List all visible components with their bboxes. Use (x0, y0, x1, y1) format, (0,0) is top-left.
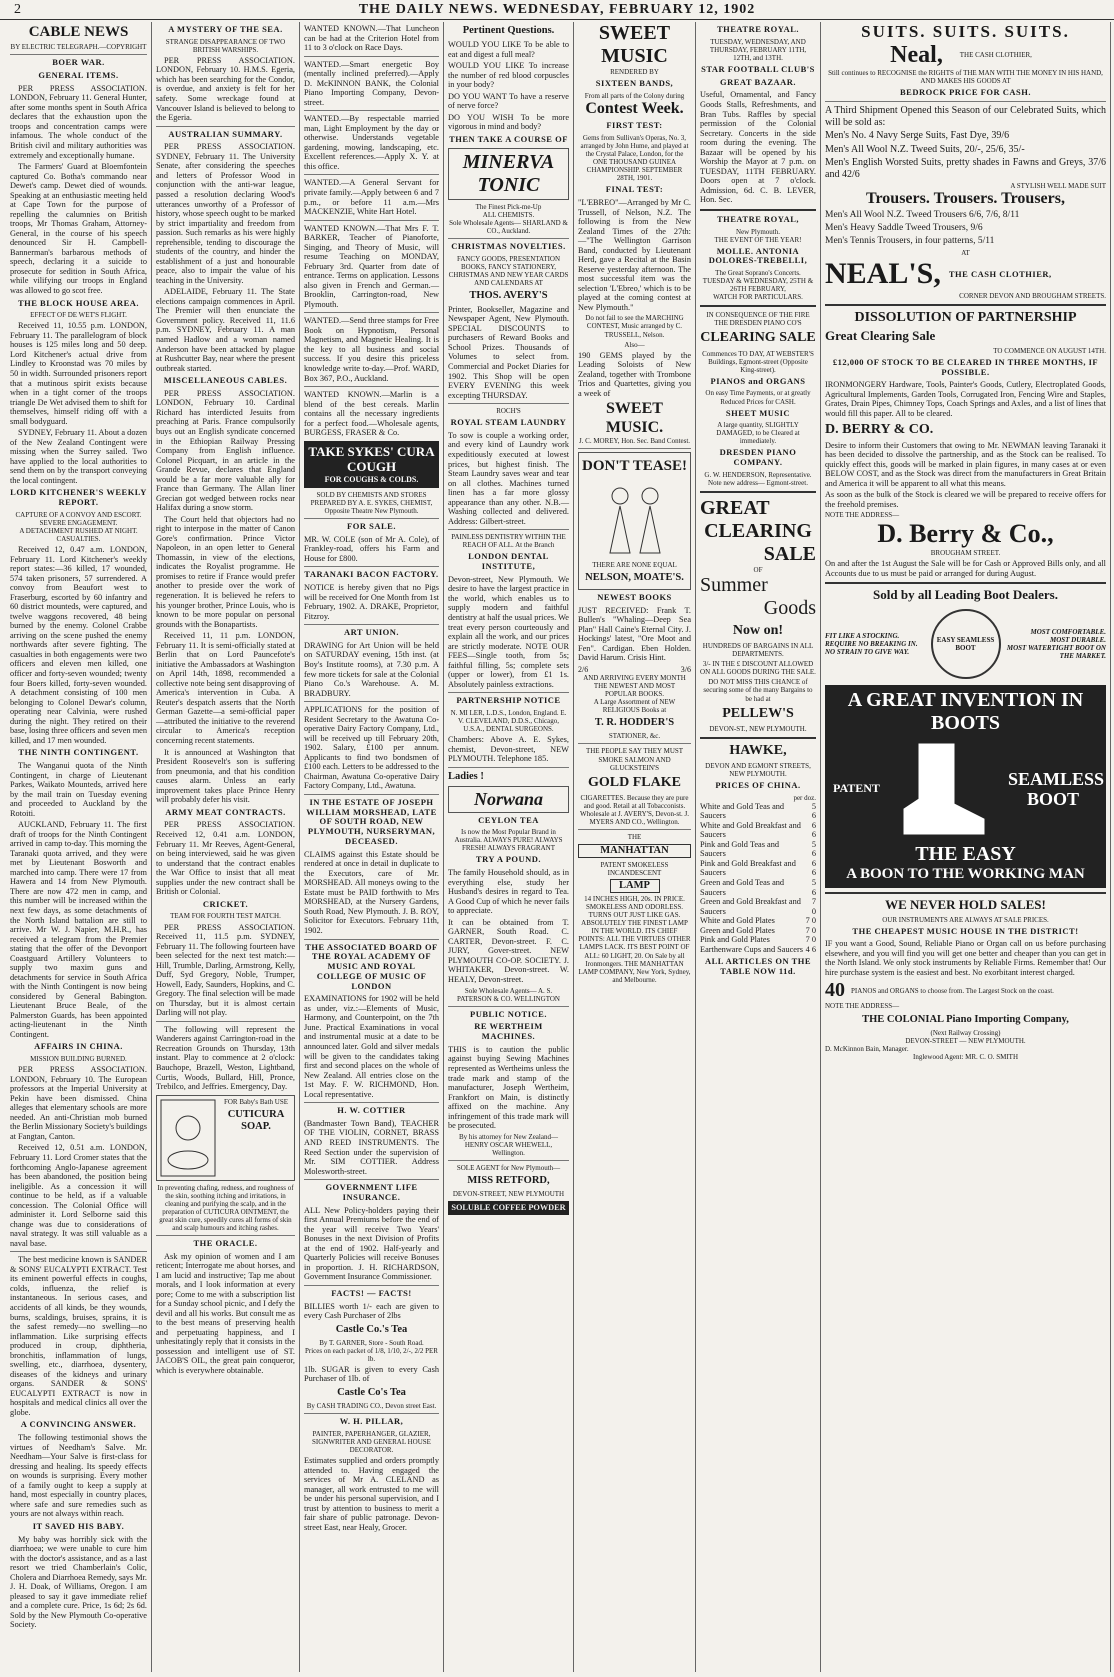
paterson: Sole Wholesale Agents— A. S. PATERSON & CO. WELLINGTON (457, 986, 560, 1003)
china-prices: PRICES OF CHINA. (715, 779, 801, 790)
classified-ad: Estimates supplied and orders promptly attended to. Having engaged the services of Mr A. CLELAND as manager, all work entrusted to me will be under his personal supervision, and I trust by attention to business to merit a fair share of public patronage. Devon-street East, near Healy, Grocer. (304, 1456, 439, 1532)
fire: IN CONSEQUENCE OF THE FIRE THE DRESDEN PIANO CO'S (706, 311, 810, 328)
mckinnon: D. McKinnon Bain, Manager. (825, 1044, 909, 1053)
colonial: THE COLONIAL Piano Importing Company, (862, 1013, 1069, 1025)
classified-ad: WANTED.—Send three stamps for Free Book on Hypnotism, Personal Magnetism, and Magnetic Healing. It is the key to all business and social success. If you desire this priceless knowledge write to-day.—Prof. WARD, Box 367, P.O., Auckland. (304, 316, 439, 383)
classified-ad: WANTED.—Smart energetic Boy (mentally inclined preferred).—Apply D. McKINNON BANK, the Colonial Piano Importing Company, Devon-street. (304, 59, 439, 107)
note-address: NOTE THE ADDRESS— (825, 511, 900, 520)
advertisement-text: The best medicine known is SANDER & SONS' EUCALYPTI EXTRACT. Test its eminent powerful effects in coughs, colds, influenza, the relief is instantaneous. In serious cases, and accidents of all kinds, be they wounds, burns, scaldings, bruises, sprains, it is the safest remedy—no swelling—no inflammation. Like surprising effects produced in croup, diphtheria, bronchitis, inflammation of lungs, swelling, etc., diarrhoea, dysentery, diseases of the kidneys and urinary organs. SANDER & SONS' EUCALYPTI EXTRACT is now in hospitals and medical clinics all over the globe. (10, 1255, 147, 1417)
castle-tea-title: Castle Co.'s Tea (335, 1323, 408, 1335)
stationer: STATIONER, &c. (608, 732, 661, 741)
subheading: GENERAL ITEMS. (38, 70, 119, 81)
sweet-music-title: SWEET MUSIC. (605, 400, 664, 436)
article-text: ADELAIDE, February 11. The State elections campaign commences in April. The Premier will then enunciate the Government policy. Received 11, 11.6 p.m. SYDNEY, February 11. A man named Hadlow and a woman named Anderson have been attacked by plague at Rushcutter Bay, near where the present outbreak started. (156, 287, 295, 373)
pellew-address: DEVON-ST., NEW PLYMOUTH. (709, 724, 807, 733)
article-text: It is announced at Washington that President Roosevelt's son is suffering from pneumonia, and that his condition causes alarm. Unless an early improvement takes place Prince Henry will probably defer his visit. (156, 747, 295, 805)
price-row: White and Gold Plates 7 0 (700, 916, 816, 926)
article-text: PER PRESS ASSOCIATION. Received 12, 0.41 a.m. LONDON, February 11. Mr Reeves, Agent-General, on being interviewed, said he was given to understand that the contract enables the War Office to insist that all meat supplies under the new contract shall be British or Colonial. (156, 820, 295, 897)
gold-flake-intro: THE PEOPLE SAY THEY MUST SMOKE SALMON AND GLUCKSTEIN'S (585, 747, 684, 772)
clearing-sale: CLEARING SALE (700, 330, 816, 346)
now-on: Now on! (732, 623, 784, 639)
heading: ROYAL STEAM LAUNDRY (450, 417, 567, 428)
sheet-music: SHEET MUSIC (725, 407, 791, 418)
manhattan: MANHATTAN (578, 844, 691, 858)
column-ads-6 (696, 22, 821, 1672)
dissolution: DISSOLUTION OF PARTNERSHIP (854, 309, 1077, 325)
patent-label: PATENT (833, 781, 880, 796)
theatre-royal: THEATRE ROYAL, (716, 213, 800, 224)
stylish: A STYLISH WELL MADE SUIT (1010, 182, 1106, 190)
boot-feature: FIT LIKE A STOCKING. (825, 632, 900, 641)
neals-cash: THE CASH CLOTHIER, (948, 268, 1052, 279)
assortment: A Large Assortment of NEW RELIGIOUS Books at (593, 698, 676, 715)
boot-feature: MOST COMFORTABLE. (1030, 628, 1106, 637)
classified-ad: (Bandmaster Town Band), TEACHER OF THE VIOLIN, CORNET, BRASS AND REED INSTRUMENTS. The Reed Section under the supervision of Mr. SIM COTTIER. Address Molesworth-street. (304, 1118, 439, 1176)
retford: MISS RETFORD, (467, 1174, 550, 1186)
suits-header: SUITS. SUITS. SUITS. (861, 22, 1070, 41)
heading: IN THE ESTATE OF JOSEPH WILLIAM MORSHEAD, LATE OF SOUTH ROAD, NEW PLYMOUTH, NURSERYMAN, DECEASED. (306, 796, 437, 846)
suit-item: Men's All Wool N.Z. Tweed Suits, 20/-, 25/6, 35/- (825, 143, 1025, 155)
heading: IT SAVED HIS BABY. (32, 1520, 125, 1531)
boon: A BOON TO THE WORKING MAN (846, 866, 1085, 883)
arriving: AND ARRIVING EVERY MONTH THE NEWEST AND MOST POPULAR BOOKS. (583, 674, 686, 699)
brougham: BROUGHAM STREET. (930, 549, 1001, 558)
per-doz: per doz. (793, 793, 816, 802)
sykes-sub: FOR COUGHS & COLDS. (324, 474, 419, 484)
railway: (Next Railway Crossing) (930, 1028, 1001, 1037)
contest-week: Contest Week. (585, 99, 684, 117)
advertisement-text: The following testimonial shows the virtues of Needham's Salve. Mr. Needham—Your Salve is first-class for dressing and healing. Its speedy effects on wounds is surprising. Every mother of a family ought to keep a supply at hand, most especially in country places, where safe and sure remedies such as yours are not always within reach. (10, 1433, 147, 1519)
classified-ad: It can be obtained from T. GARNER, South Road. C. CARTER, Devon-street. F. C. JURY, Gover-street. NEW PLYMOUTH CO-OP. SOCIETY. J. WHITAKER, Devon-street. W. HEALY, Devon-street. (448, 917, 569, 985)
lamp: LAMP (610, 879, 660, 893)
article-text: Received 11, 11 p.m. LONDON, February 11. It is semi-officially stated at Berlin that on Lord Pauncefote's initiative the Ambassadors at Washington on April 14th, 1898, recommended a collective note being sent disapproving of America's intervention in Cuba. A Reuter's despatch asserts that the North German Gazette—a semi-official paper—attributed the initiative to the reverend circular to America's reception concerning recent statements. (156, 631, 295, 745)
article-text: PER PRESS ASSOCIATION. SYDNEY, February 11. The University Senate, after considering the speeches and letters of Professor Wood in conjunction with the anti-war league, passed a resolution declaring Wood's utterances unworthy of a Professor of history, whose speech ought to be marked by strict impartiality and freedom from passion. Such remarks as his were highly reprehensible, tending to discourage the students of the country, and hinder the establishment of a just and honourable peace, also to impair the value of his teaching in the University. (156, 142, 295, 285)
also: Also— (624, 340, 645, 349)
wertheim-attorney: By his attorney for New Zealand— HENRY OSCAR WHEWELL, Wellington. (459, 1132, 558, 1157)
rendered: RENDERED BY (610, 68, 659, 76)
trousers-header: Trousers. Trousers. Trousers, (866, 190, 1065, 208)
retford-addr: DEVON-STREET, NEW PLYMOUTH (452, 1189, 565, 1198)
heading: RE WERTHEIM MACHINES. (474, 1021, 543, 1042)
column-ads-5 (574, 22, 696, 1672)
pianos: PIANOS and ORGANS (710, 375, 806, 386)
henderson: G. W. HENDERSON, Representative. Note new address— Egmont-street. (704, 471, 812, 488)
heading: AUSTRALIAN SUMMARY. (168, 128, 283, 139)
bedrock: BEDROCK PRICE FOR CASH. (900, 87, 1031, 98)
subheading: SEVERE ENGAGEMENT. (39, 518, 118, 527)
classified-ad: WANTED KNOWN.—That Mrs F. T. BARKER, Teacher of Pianoforte, Singing, and Theory of Music, will resume Teaching on MONDAY, February 3rd. Quarter from date of entrance. Terms on application. Lessons also given in French and German.—Brooklin, Carrington-road, New Plymouth. (304, 223, 439, 309)
page-number: 2 (14, 1, 22, 17)
article-text: PER PRESS ASSOCIATION. LONDON, February 10. H.M.S. Egeria, which has been searching for the Condor, is overdue, and anxiety is felt for her safety. Some wreckage found at Vancouver Island is believed to belong to the Egeria. (156, 55, 295, 123)
classified-ad: 1lb. SUGAR is given to every Cash Purchaser of 1lb. of (304, 1364, 439, 1384)
roch: ROCH'S (496, 407, 521, 416)
article-text: SYDNEY, February 11. About a dozen of the New Zealand Contingent were missing when the Surrey sailed. Two have applied to the local authorities to send them on by the transport conveying the local contingent. (10, 428, 147, 485)
question: WOULD YOU LIKE To be able to eat and digest a full meal? (448, 40, 569, 59)
pianos-text: On easy Time Payments, or at greatly Reduced Prices for CASH. (705, 389, 811, 406)
heading: AFFAIRS IN CHINA. (34, 1041, 123, 1052)
heading: FOR SALE. (347, 520, 396, 531)
sold-by-boot-dealers: Sold by all Leading Boot Dealers. (873, 587, 1058, 603)
dental-sub: PAINLESS DENTISTRY WITHIN THE REACH OF ALL. At the Branch (451, 533, 566, 550)
subheading: CAPTURE OF A CONVOY AND ESCORT. (15, 510, 142, 519)
classified-ad: DRAWING for Art Union will be held on SATURDAY evening, 15th inst. (at Boy's Institute rooms), at 7.30 p.m. A few more tickets for sale at the Colonial Piano Co.'s Warehouse. A. M. BRADBURY. (304, 640, 439, 698)
note-address: NOTE THE ADDRESS— (825, 1002, 900, 1011)
from: From all parts of the Colony during (584, 91, 685, 100)
at: AT (961, 249, 970, 258)
price-row: Green and Gold Plates 7 0 (700, 925, 816, 935)
heading: FACTS! — FACTS! (331, 1287, 412, 1298)
theatre-royal: THEATRE ROYAL. (716, 24, 800, 34)
classified-ad: To sow is couple a working order, and every kind of Laundry work expeditiously executed at lowest prices, but highest finish. The Steam Laundry saves wear and tear on all clothes. Machines turned linen has a far more glossy appearance than any other. N.B.—Washing collected and delivered. Address: Gilbert-street. (448, 430, 569, 526)
classified-ad: EXAMINATIONS for 1902 will be held as under, viz.:—Elements of Music, Harmony, and Counterpoint, on the 7th June. Practical Examinations in vocal and instrumental music at a date to be announced later. Gold and silver medals will be given to the candidates taking first and second places on the whole of New Zealand. All entries close on the 1st May. F. W. RICHMOND, Hon. Local representative. (304, 994, 439, 1099)
price-row: Earthenware Cups and Saucers 4 6 (700, 944, 816, 954)
article-text: Received 12, 0.47 a.m. LONDON, February 11. Lord Kitchener's weekly report states:—36 killed, 17 wounded, 574 taken prisoners, 57 surrendered. A convoy from Beaufort west to Fraserburg, escorted by 60 infantry and 60 district mounteds, were captured, and twelve waggons recovered, 48 being burned by the enemy. Colonel Crabbe arriving on the scene pushed the enemy northwards after severe fighting. The casualties in both engagements were two officers and eleven men killed, one officer and forty-seven wounded; twenty four Boers killed, forty-seven wounded. A detachment consisting of 100 men belonging to Colonel Dewar's column, operating near Calvinia, were rushed during the night. They retired on their base, losing three officers and seven men killed, and 17 men wounded. (10, 545, 147, 745)
boot-feature: MOST WATERTIGHT BOOT ON THE MARKET. (1006, 644, 1106, 661)
great-clearing-sale: Great Clearing Sale (825, 327, 936, 343)
pillar-trades: PAINTER, PAPERHANGER, GLAZIER, SIGNWRITER AND GENERAL HOUSE DECORATOR. (312, 1429, 431, 1454)
molle: MOLLE. ANTONIA DOLORES-TREBELLI, (708, 245, 808, 266)
baby-bath-illustration (159, 1098, 217, 1178)
classified-ad: WANTED.—By respectable married man, Light Employment by the day or otherwise. Understands vegetable gardening, mowing, landscaping, etc. Excellent references.—Apply X. Y. at this office. (304, 114, 439, 171)
classified-ad: The family Household should, as in everything else, study her Husband's desires in regard to Tea. A Good Cup of which he never fails to appreciate. (448, 868, 569, 916)
xmas-text: FANCY GOODS, PRESENTATION BOOKS, FANCY STATIONERY, CHRISTMAS AND NEW YEAR CARDS AND CALENDARS AT (448, 254, 569, 287)
cheapest: THE CHEAPEST MUSIC HOUSE IN THE DISTRICT! (852, 925, 1079, 936)
boot-feature: REQUIRE NO BREAKING IN. (825, 640, 918, 649)
soluble-coffee-label: SOLUBLE COFFEE POWDER (448, 1201, 569, 1215)
boot-feature: NO STRAIN TO GIVE WAY. (825, 648, 910, 657)
gold-flake-text: CIGARETTES. Because they are pure and good. Retail at all Tobacconists. Wholesale at J. AVERY'S, Devon-st. J. MYERS AND CO., Wellington. (579, 793, 690, 826)
sykes-cura-cough-ad (304, 441, 439, 488)
seamless-boot-seal: EASY SEAMLESS BOOT (931, 609, 1001, 679)
heading: THE BLOCK HOUSE AREA. (17, 297, 140, 308)
heading: H. W. COTTIER (337, 1105, 406, 1116)
patent-lamp: PATENT SMOKELESS INCANDESCENT (600, 861, 669, 878)
norwana-logo: Norwana (448, 786, 569, 813)
dont-tease: DON'T TEASE! (582, 458, 687, 475)
sale: SALE (763, 543, 816, 566)
berry-text: Desire to inform their Customers that owing to Mr. NEWMAN leaving Taranaki it has been decided to dissolve the partnership, and as the Stock can be realised. To quickly effect this, goods will be marked in plain figures, in many cases at or even BELOW COST, and as the Stock was direct from the manufacturers in Great Britain and America it will be apparent to all what this means. (825, 440, 1106, 488)
classified-ad: Devon-street, New Plymouth. We desire to have the largest practice in the world, which enables us to supply modern and faithful dentistry at half the usual prices. We treat every person courteously and explain all the work, and our prices are strictly moderate. NOTE OUR FEES—Single tooth, from 5s; faithful filling, 5s; complete sets (upper or lower), from £1 1s. Absolutely painless extractions. (448, 574, 569, 689)
invention: A GREAT INVENTION IN BOOTS (847, 689, 1084, 735)
castle-tea-sub: By CASH TRADING CO., Devon street East. (306, 1402, 437, 1411)
final-test: FINAL TEST: (605, 184, 664, 195)
classified-ad: Chambers: Above A. E. Sykes, chemist, Devon-street, NEW PLYMOUTH. Telephone 185. (448, 735, 569, 764)
column-cable-news (6, 22, 152, 1672)
after: On and after the 1st August the Sale will be for Cash or Approved Bills only, and all Accounts due to us must be paid or arranged for during August. (825, 559, 1106, 578)
summer: Summer (700, 574, 768, 597)
masthead (0, 0, 1114, 20)
final-test-text: "L'EBREO"—Arranged by Mr C. Trussell, of Nelson, N.Z. The following is from the New Zealand Times of the 27th:—"The Wellington Garrison Band, conducted by Lieutenant Herd, gave a Recital at the Basin Reserve yesterday afternoon. The most successful item was the selection 'L'Ebreo,' which is to be played at the coming contest at New Plymouth." (578, 198, 691, 312)
article-text: PER PRESS ASSOCIATION. LONDON, February 11. General Hunter, after some months spent in South Africa declares that the exhaustion upon the troops and concentration camps were infamous. The whole conduct of the British civil and military authorities was extremely and exceptionally humane. (10, 83, 147, 160)
subheading: EFFECT OF DE WET'S FLIGHT. (30, 311, 127, 320)
seamless: SEAMLESS BOOT (1008, 768, 1105, 810)
hawke-address: DEVON AND EGMONT STREETS, NEW PLYMOUTH. (705, 761, 811, 778)
watch: WATCH FOR PARTICULARS. (713, 293, 803, 302)
section-title: CABLE NEWS (28, 24, 129, 40)
gems: 190 GEMS played by the Leading Soloists of New Zealand, together with Trombone Trios and Quartettes, giving you a week of (578, 350, 691, 398)
heading: PARTNERSHIP NOTICE (456, 695, 561, 706)
classified-ad: WANTED KNOWN.—Marlin is a blend of the best cereals. Marlin contains all the necessary ingredients for a perfect food.—Wholesale agents, BURGESS, FRASER & Co. (304, 390, 439, 438)
inglewood: Inglewood Agent: MR. C. O. SMITH (913, 1052, 1018, 1061)
heading: GOVERNMENT LIFE INSURANCE. (325, 1182, 418, 1202)
instruments: OUR INSTRUMENTS ARE ALWAYS AT SALE PRICES. (882, 915, 1049, 924)
article-text: The following will represent the Wanderers against Carrington-road in the Recreation Grounds on Thursday, 13th instant. Play to commence at 2 o'clock: Bauchope, Brazell, Weston, Lightband, Curtis, Woods, Bullard, Hill, Pronce, Trebilco, and Jeffries. Emergency, Day. (156, 1024, 295, 1092)
bazaar-text: Useful, Ornamental, and Fancy Goods Stalls, Refreshments, and Bran Tubs. Raffles by special permission of the Colonial Secretary. Concerts in the side room during the evening. The Bazaar will be opened by his Worship the Mayor at 7 p.m. on TUESDAY, 11TH FEBRUARY. Doors open at 7 o'clock. Admission, 6d. C. B. LEVER, Hon. Sec. (700, 90, 816, 205)
stock: £12,000 OF STOCK TO BE CLEARED IN THREE MONTHS, IF POSSIBLE. (832, 356, 1099, 377)
price-row: Green and Gold Breakfast and Saucers 7 0 (700, 897, 816, 916)
avery-title: THOS. AVERY'S (469, 289, 548, 301)
classified-ad: APPLICATIONS for the position of Resident Secretary to the Awatuna Co-operative Dairy Factory Company, Ltd., will be received up till February 20th, 1902. Salary, £100 per annum. Applicants to find two bondsmen of £100 each. Letters to be addressed to the Chairman, Awatuna Co-operative Dairy Factory Company, Ltd., Awatuna. (304, 705, 440, 791)
berry: D. BERRY & CO. (825, 421, 934, 437)
forty: 40 (825, 979, 845, 1002)
lamp-text: 14 INCHES HIGH, 20s. IN PRICE. SMOKELESS AND ODORLESS. TURNS OUT JUST LIKE GAS. ABSOLUTELY THE FINEST LAMP IN THE WORLD. ITS CHIEF POINTS: ALL THE VIRTUES OTHER LAMPS LACK. ITS BEST POINT OF ALL: 60 LIGHT, 20. On Sale by all Ironmongers. THE MANHATTAN LAMP COMPANY, New York, Sydney, and Melbourne. (578, 895, 691, 984)
sweet-music-title: SWEET MUSIC (598, 22, 671, 67)
article-text: Ask my opinion of women and I am reticent; Interrogate me about horses, and I am lucid and instructive; Tap me about morals, and I look information at every pore; Come to me with a subscription list for a Sunday school picnic, and I defy the devil and all his works. But consult me as to the best means of preserving health and perpetuating happiness, and I unhesitatingly reply that it consists in the possession and intelligent use of ST. JACOB'S OIL, the great pain conqueror, which is everywhere obtainable. (156, 1251, 295, 1375)
classified-ad: NOTICE is hereby given that no Pigs will be received for One Month from 1st February, 1902. A. DRAKE, Proprietor, Fitzroy. (304, 583, 439, 621)
article-text: The Wanganui quota of the Ninth Contingent, in charge of Lieutenant Parkes, Waikato Mounteds, arrived here by the mail train on Tuesday evening and proceeded to Auckland by the Rotoiti. (10, 761, 147, 818)
heading: CRICKET. (202, 898, 249, 909)
article-text: Received 12, 0.51 a.m. LONDON, February 11. Lord Cromer states that the forthcoming Anglo-Japanese agreement has been abandoned, the position being ineligible. As a concession it will continue to be held, as if a valuable concession. The Colonial Office will administer it. Lord Selborne said this change was due to considerations of naval strategy. It was still valuable as a naval base. (10, 1143, 147, 1248)
boot-icon (899, 739, 989, 839)
price-row: White and Gold Breakfast and Saucers 6 6 (700, 820, 816, 840)
hodder: T. R. HODDER'S (594, 717, 675, 729)
ceylon-tea: CEYLON TEA (478, 814, 539, 825)
commence: TO COMMENCE ON AUGUST 14TH. (993, 346, 1106, 355)
newspaper-title: THE DAILY NEWS. WEDNESDAY, FEBRUARY 12, 1902 (358, 1, 756, 17)
classified-ad: BILLIES worth 1/- each are given to every Cash Purchaser of 2lbs (304, 1301, 439, 1321)
heading: THE ASSOCIATED BOARD OF THE ROYAL ACADEMY OF MUSIC AND ROYAL COLLEGE OF MUSIC OF LONDON (305, 941, 438, 991)
first-test-text: Gems from Sullivan's Operas, No. 3, arranged by John Hume, and played at the Crystal Palace, London, for the ONE THOUSAND GUINEA CHAMPIONSHIP. SEPTEMBER 28TH, 1901. (580, 134, 689, 183)
heading: ART UNION. (343, 627, 400, 638)
minerva-tonic-logo: MINERVA TONIC (448, 148, 569, 200)
classified-ad: Printer, Bookseller, Magazine and Newspaper Agent, New Plymouth. SPECIAL DISCOUNTS to purchasers of Reward Books and School Prizes. Thousands of Volumes to select from. Commercial and Pocket Diaries for 1902. This Shop will be open EVERY EVENING this week excepting THURSDAY. (448, 304, 569, 400)
star-fc: STAR FOOTBALL CLUB'S (701, 63, 815, 74)
great: GREAT (700, 497, 770, 520)
suit-item: Men's No. 4 Navy Serge Suits, Fast Dye, 39/6 (825, 130, 1010, 141)
subheading: TEAM FOR FOURTH TEST MATCH. (170, 912, 281, 921)
classified-ad: WANTED KNOWN.—That Luncheon can be had at the Criterion Hotel from 11 to 3 o'clock on Race Days. (304, 24, 439, 53)
cuticura-advertisement (156, 1095, 295, 1181)
cuticura-text: In preventing chafing, redness, and roughness of the skin, soothing itching and irritations, in cleaning and purifying the scalp, and in the preparation of CUTICURA OINTMENT, the great skin cure, speedily cures all forms of skin and scalp humours and itching rashes. (157, 1183, 294, 1232)
heading: LORD KITCHENER'S WEEKLY REPORT. (10, 487, 147, 508)
heading: TARANAKI BACON FACTORY. (304, 569, 439, 580)
sole-agent: SOLE AGENT for New Plymouth— (456, 1163, 561, 1172)
none-equal: THERE ARE NONE EQUAL (592, 560, 677, 569)
trouser-item: Men's Heavy Saddle Tweed Trousers, 9/6 (825, 223, 983, 234)
berry-co: D. Berry & Co., (877, 519, 1054, 549)
sykes-prepared: PREPARED BY A. E. SYKES, CHEMIST, Opposite Theatre New Plymouth. (310, 498, 433, 515)
boot-feature: MOST DURABLE. (1049, 636, 1106, 645)
commences: Commences TO DAY, AT WEBSTER'S Buildings, Egmont-street (Opposite King-street). (702, 349, 814, 374)
price-row: Green and Gold Teas and Saucers 5 6 (700, 877, 816, 897)
subheading: MISSION BUILDING BURNED. (30, 1055, 127, 1064)
column-classifieds (300, 22, 444, 1672)
books-text: JUST RECEIVED: Frank T. Bullen's "Whaling—Deep Sea Plan" Hall Caine's Eternal City. J. Hockings' latest, "Ore Moot and Fen". Cardigan. Eben Holden. David Harum. Crisis Hint. (578, 605, 691, 663)
price-row: White and Gold Teas and Saucers 5 6 (700, 801, 816, 821)
forty-text: PIANOS and ORGANS to choose from. The Largest Stock on the coast. (851, 986, 1054, 995)
classified-ad: CLAIMS against this Estate should be rendered at once in detail in duplicate to the Executors, care of Mr. MORSHEAD. All moneys owing to the Estate must be PAID forthwith to Mrs MORSHEAD, at the Nursery Gardens, South Road, New Plymouth. J. B. ROY, Solicitor for Executors. February 11th, 1902. (304, 849, 439, 935)
castle-tea-prices: Prices on each packet of 1/8, 1/10, 2/-, 2/2 PER lb. (305, 1346, 438, 1363)
price-row: Pink and Gold Breakfast and Saucers 6 6 (700, 858, 816, 878)
trouser-item: Men's All Wool N.Z. Tweed Trousers 6/6, 7/6, 8/11 (825, 210, 1020, 221)
goods: Goods (763, 597, 816, 620)
heading: LONDON DENTAL INSTITUTE, (468, 551, 549, 572)
tagline: ALL CHEMISTS. (482, 210, 535, 219)
tagline: The Finest Pick-me-Up (475, 202, 542, 211)
price-row: Pink and Gold Plates 7 0 (700, 935, 816, 945)
column-ads-7 (821, 22, 1111, 1672)
cuticura-label: FOR Baby's Bath USE (223, 1097, 289, 1106)
byline: BY ELECTRIC TELEGRAPH.—COPYRIGHT (10, 43, 147, 52)
sykes-title: TAKE SYKES' CURA COUGH (308, 443, 435, 474)
partner-names: N. MI LER, L.D.S., London, England. E. V. CLEVELAND, D.D.S., Chicago, U.S.A., DENTAL SURGEONS. (450, 709, 567, 734)
discount: 3/- IN THE £ DISCOUNT ALLOWED ON ALL GOODS DURING THE SALE. (700, 660, 816, 677)
couple-illustration (585, 478, 685, 558)
article-text: PER PRESS ASSOCIATION. LONDON, February 10. Cardinal Richard has interdicted Jesuits from preaching at Paris. France compulsorily buys out an English syndicate concerned in the Ethiopian Railway Pressing Company from English influence. Colonel Picquart, in an article in the Grande Revue, declares that England would be a far more valuable ally for France than Germany. The Allan liner Grecian got wedged between rocks near Halifax during a snow storm. (156, 388, 295, 513)
price: 3/6 (680, 664, 691, 674)
heading: ARMY MEAT CONTRACTS. (165, 806, 286, 817)
heading: Pertinent Questions. (462, 25, 555, 36)
ladies: Ladies ! (448, 770, 484, 782)
castle-tea-sub: By T. GARNER, Store - South Road. (319, 1338, 424, 1347)
corner: CORNER DEVON AND BROUGHAM STREETS. (959, 291, 1106, 300)
question: DO YOU WISH To be more vigorous in mind and body? (448, 112, 569, 132)
neals-name: NEAL'S, (825, 257, 941, 291)
subheading: STRANGE DISAPPEARANCE OF TWO BRITISH WARSHIPS. (165, 37, 286, 54)
easy: THE EASY (915, 843, 1016, 866)
price-row: Pink and Gold Teas and Saucers 5 6 (700, 839, 816, 859)
clearing: CLEARING (704, 520, 812, 543)
boot-advertisement (825, 685, 1106, 887)
cuticura-title: CUTICURA SOAP. (227, 1108, 285, 1132)
heading: CHRISTMAS NOVELTIES. (451, 240, 566, 251)
heading: THE NINTH CONTINGENT. (18, 747, 139, 758)
neal-cash: THE CASH CLOTHIER, (959, 51, 1032, 60)
berry-text: As soon as the bulk of the Stock is cleared we will be prepared to receive offers for the freehold premises. (825, 490, 1106, 509)
dates: TUESDAY & WEDNESDAY, 25TH & 26TH FEBRUARY, (702, 277, 814, 294)
article-text: AUCKLAND, February 11. The first draft of troops for the Ninth Contingent arrived in camp to-day. This morning the Taranaki quota arrived, and they were met by Lieutenant Bosworth and marched into camp. There were 17 from Hawera and 14 from New Plymouth. There are now 472 men in camp, and this number will be increased within the next few days, as some detachments of the North Island battalion are still to arrive. Mr W. J. Napier, M.H.R., has received a telegram from the Premier stating that the offer of the Devonport Coastguard Artillery Volunteers to supply two maxim guns and detachments for service in South Africa with the Ninth Contingent is now being considered by General Babington. Lieutenant Bruce Beale, of the Palmerston Guards, has been appointed acting-lieutenant in the Ninth Contingent. (10, 820, 147, 1039)
china-price-list (700, 802, 816, 955)
article-text: The Court held that objectors had no right to interpose in the matter of Canon Gore's confirmation. Prince Victor Napoleon, in an open letter to General Thomassin, in view of the elections, indicates the Royalist programme. He promises to retire if France would prefer another to preside over the work of regeneration. It is believed he refers to his younger brother, Prince Louis, who is known to be more popular on personal grounds with the Bonapartists. (156, 514, 295, 629)
still: Still continues to RECOGNISE the RIGHTS of THE MAN WITH THE MONEY IN HIS HAND, AND MAKES HIS GOODS AT (828, 69, 1103, 86)
classified-ad: WANTED.—A General Servant for private family.—Apply between 6 and 7 p.m., or before 11 a.m.—Mrs MACKENZIE, White Hart Hotel. (304, 178, 439, 217)
try-pound: TRY A POUND. (475, 854, 542, 865)
never-sales: WE NEVER HOLD SALES! (885, 896, 1046, 912)
march: Do not fail to see the MARCHING CONTEST, Music arranged by C. TRUSSELL, Nelson. (585, 314, 684, 339)
theatre-location: New Plymouth. (736, 227, 780, 236)
want: IF you want a Good, Sound, Reliable Piano or Organ call on us before purchasing elsewhere, and you will find you will get one better and cheaper than you can get in the North Island. We only stock instruments by Reliable Firms. Remember that! Our hire purchase system is the easiest and best. No exorbitant interest charged. (825, 939, 1106, 977)
first-test: FIRST TEST: (606, 120, 663, 131)
column-news-2 (152, 22, 300, 1672)
pellew: PELLEW'S (722, 705, 794, 721)
theatre-days: TUESDAY, WEDNESDAY, AND THURSDAY, FEBRUARY 11TH, 12TH, and 13TH. (709, 37, 807, 62)
hawke: HAWKE, (729, 742, 787, 758)
hundreds: HUNDREDS OF BARGAINS IN ALL DEPARTMENTS. (702, 642, 814, 659)
articles-note: ALL ARTICLES ON THE TABLE NOW 11d. (704, 956, 812, 976)
great-bazaar: GREAT BAZAAR. (719, 76, 797, 87)
heading: MISCELLANEOUS CABLES. (163, 375, 288, 386)
the: THE (627, 832, 642, 841)
subheading: THEN TAKE A COURSE OF (449, 133, 568, 144)
article-text: PER PRESS ASSOCIATION. Received 11, 11.5 p.m. SYDNEY, February 11. The following fourteen have been selected for the next test match:—Hill, Trumble, Darling, Armstrong, Kelly, Duff, Syd Gregory, Noble, Trumper, Howell, Eady, Saunders, Hopkins, and C. Gregory. The final selection will be made on Thursday, but it is almost certain Darling will not play. (156, 922, 295, 1018)
trouser-item: Men's Tennis Trousers, in four patterns, 5/11 (825, 236, 995, 247)
advertisement-text: My baby was horribly sick with the diarrhoea; we were unable to cure him with the doctor's assistance, and as a last resort we tried Chamberlain's Colic, Cholera and Diarrhoea Remedy, says Mr. J. H. Doak, of Williams, Oregon. I am pleased to say it gave immediate relief and a complete cure. Price, 1s 6d; 2s 6d. Sold by the New Plymouth Co-operative Society. (10, 1534, 148, 1630)
bands: SIXTEEN BANDS, (595, 78, 674, 89)
miss: DO NOT MISS THIS CHANCE of securing some of the many Bargains to be had at (703, 678, 813, 703)
ceylon-text: Is now the Most Popular Brand in Australia. ALWAYS PURE! ALWAYS FRESH! ALWAYS FRAGRANT (454, 828, 563, 853)
gold-flake: GOLD FLAKE (588, 774, 681, 790)
castle-tea-title: Castle Co's Tea (337, 1387, 406, 1399)
nelson-moate: NELSON, MOATE'S. (585, 571, 684, 583)
heading: THE ORACLE. (193, 1237, 258, 1248)
dresden: DRESDEN PIANO COMPANY. (719, 447, 797, 468)
article-text: Received 11, 10.55 p.m. LONDON, February 11. The parallelogram of block houses is 125 miles long and 50 deep. Lord Kitchener's actual drive from Lindley to Kroonstad was 70 miles by 50 in width. Surrounded prisoners report that a mutinous spirit exists because when in a tight corner of the troops triangle De Wet advised them to shift for themselves, himself riding off with a small bodyguard. (10, 321, 147, 426)
devon: DEVON-STREET — NEW PLYMOUTH. (905, 1036, 1026, 1045)
sykes-sold: SOLD BY CHEMISTS AND STORES (316, 490, 427, 499)
heading: W. H. PILLAR, (339, 1416, 404, 1427)
nelson-moate-ad (578, 452, 691, 590)
classified-ad: ALL New Policy-holders paying their first Annual Premiums before the end of the year will receive Two Years' Bonuses in the next Division of Profits at the end of 1902. Half-yearly and Quarterly Policies will receive Bonuses in proportion. J. H. RICHARDSON, Government Insurance Commissioner. (304, 1205, 439, 1282)
morey: J. C. MOREY, Hon. Sec. Band Contest. (578, 437, 691, 446)
ironmongery: IRONMONGERY Hardware, Tools, Painter's Goods, Cutlery, Electroplated Goods, Agricultural Implements, Garden Tools, Corrugated Iron, Fencing Wire and Staples, Grates, Drain Pipes, Chimney Tops, Coach Springs and Axles, and a list of lines that would fill this paper. All to be cleared. (825, 380, 1106, 418)
classified-ad: MR. W. COLE (son of Mr A. Cole), of Frankley-road, offers his Farm and House for £800. (304, 534, 439, 563)
question: DO YOU WANT To have a reserve of nerve force? (448, 91, 569, 111)
soprano: The Great Soprano's Concerts. (715, 269, 801, 278)
third: A Third Shipment Opened this Season of our Celebrated Suits, which will be sold as: (825, 105, 1106, 128)
heading: A CONVINCING ANSWER. (20, 1419, 137, 1430)
subheading: A DETACHMENT RUSHED AT NIGHT. (19, 526, 138, 535)
event: THE EVENT OF THE YEAR! (714, 235, 802, 244)
neal-name: Neal, (890, 41, 943, 68)
column-ads-4 (444, 22, 574, 1672)
heading: NEWEST BOOKS (597, 592, 672, 602)
article-text: The Farmers' Guard at Bloemfontein captured Co. Botha's commando near Dewet's camp. Dewet died of wounds. Speaking at an enthusiastic meeting held at Cape Town for the purpose of repelling the calumnies on British troops, Mr Thomas Graham, Attorney-General, in the course of his speech denounced Sir H. Campbell-Bannerman's barbarous methods of speech, declaring it a suicide to prosecute for sedition in South Africa, while vilifying our troops in England was allowed to go scot free. (10, 162, 147, 295)
classified-ad: THIS is to caution the public against buying Sewing Machines represented as Wertheims unless the trade mark and stamp of the manufacturer, Joseph Wertheim, Frankfort on Main, is distinctly affixed on the machine. Any infringement of this trade mark will be prosecuted. (448, 1044, 569, 1131)
subheading: CASUALTIES. (56, 535, 101, 544)
sheet-text: A large quantity, SLIGHTLY DAMAGED, to be Cleared at immediately. (716, 421, 800, 446)
suit-item: Men's English Worsted Suits, pretty shades in Fawns and Greys, 37/6 and 42/6 (825, 157, 1106, 180)
agents: Sole Wholesale Agents— SHARLAND & CO., Auckland. (449, 218, 568, 235)
heading: PUBLIC NOTICE. (470, 1008, 547, 1019)
article-text: PER PRESS ASSOCIATION. LONDON, February 10. The European professors at the Imperial University at Pekin have been dismissed. China alleges that elementary schools are more needed. An anti-Christian mob burned the Berlin Missionary Society's buildings at Fangtan, Canton. (10, 1065, 148, 1141)
price: 2/6 (578, 664, 589, 674)
of: OF (753, 566, 763, 575)
heading: BOER WAR. (52, 57, 105, 68)
heading: A MYSTERY OF THE SEA. (168, 24, 283, 34)
question: WOULD YOU LIKE To increase the number of red blood corpuscles in your body? (448, 61, 569, 90)
